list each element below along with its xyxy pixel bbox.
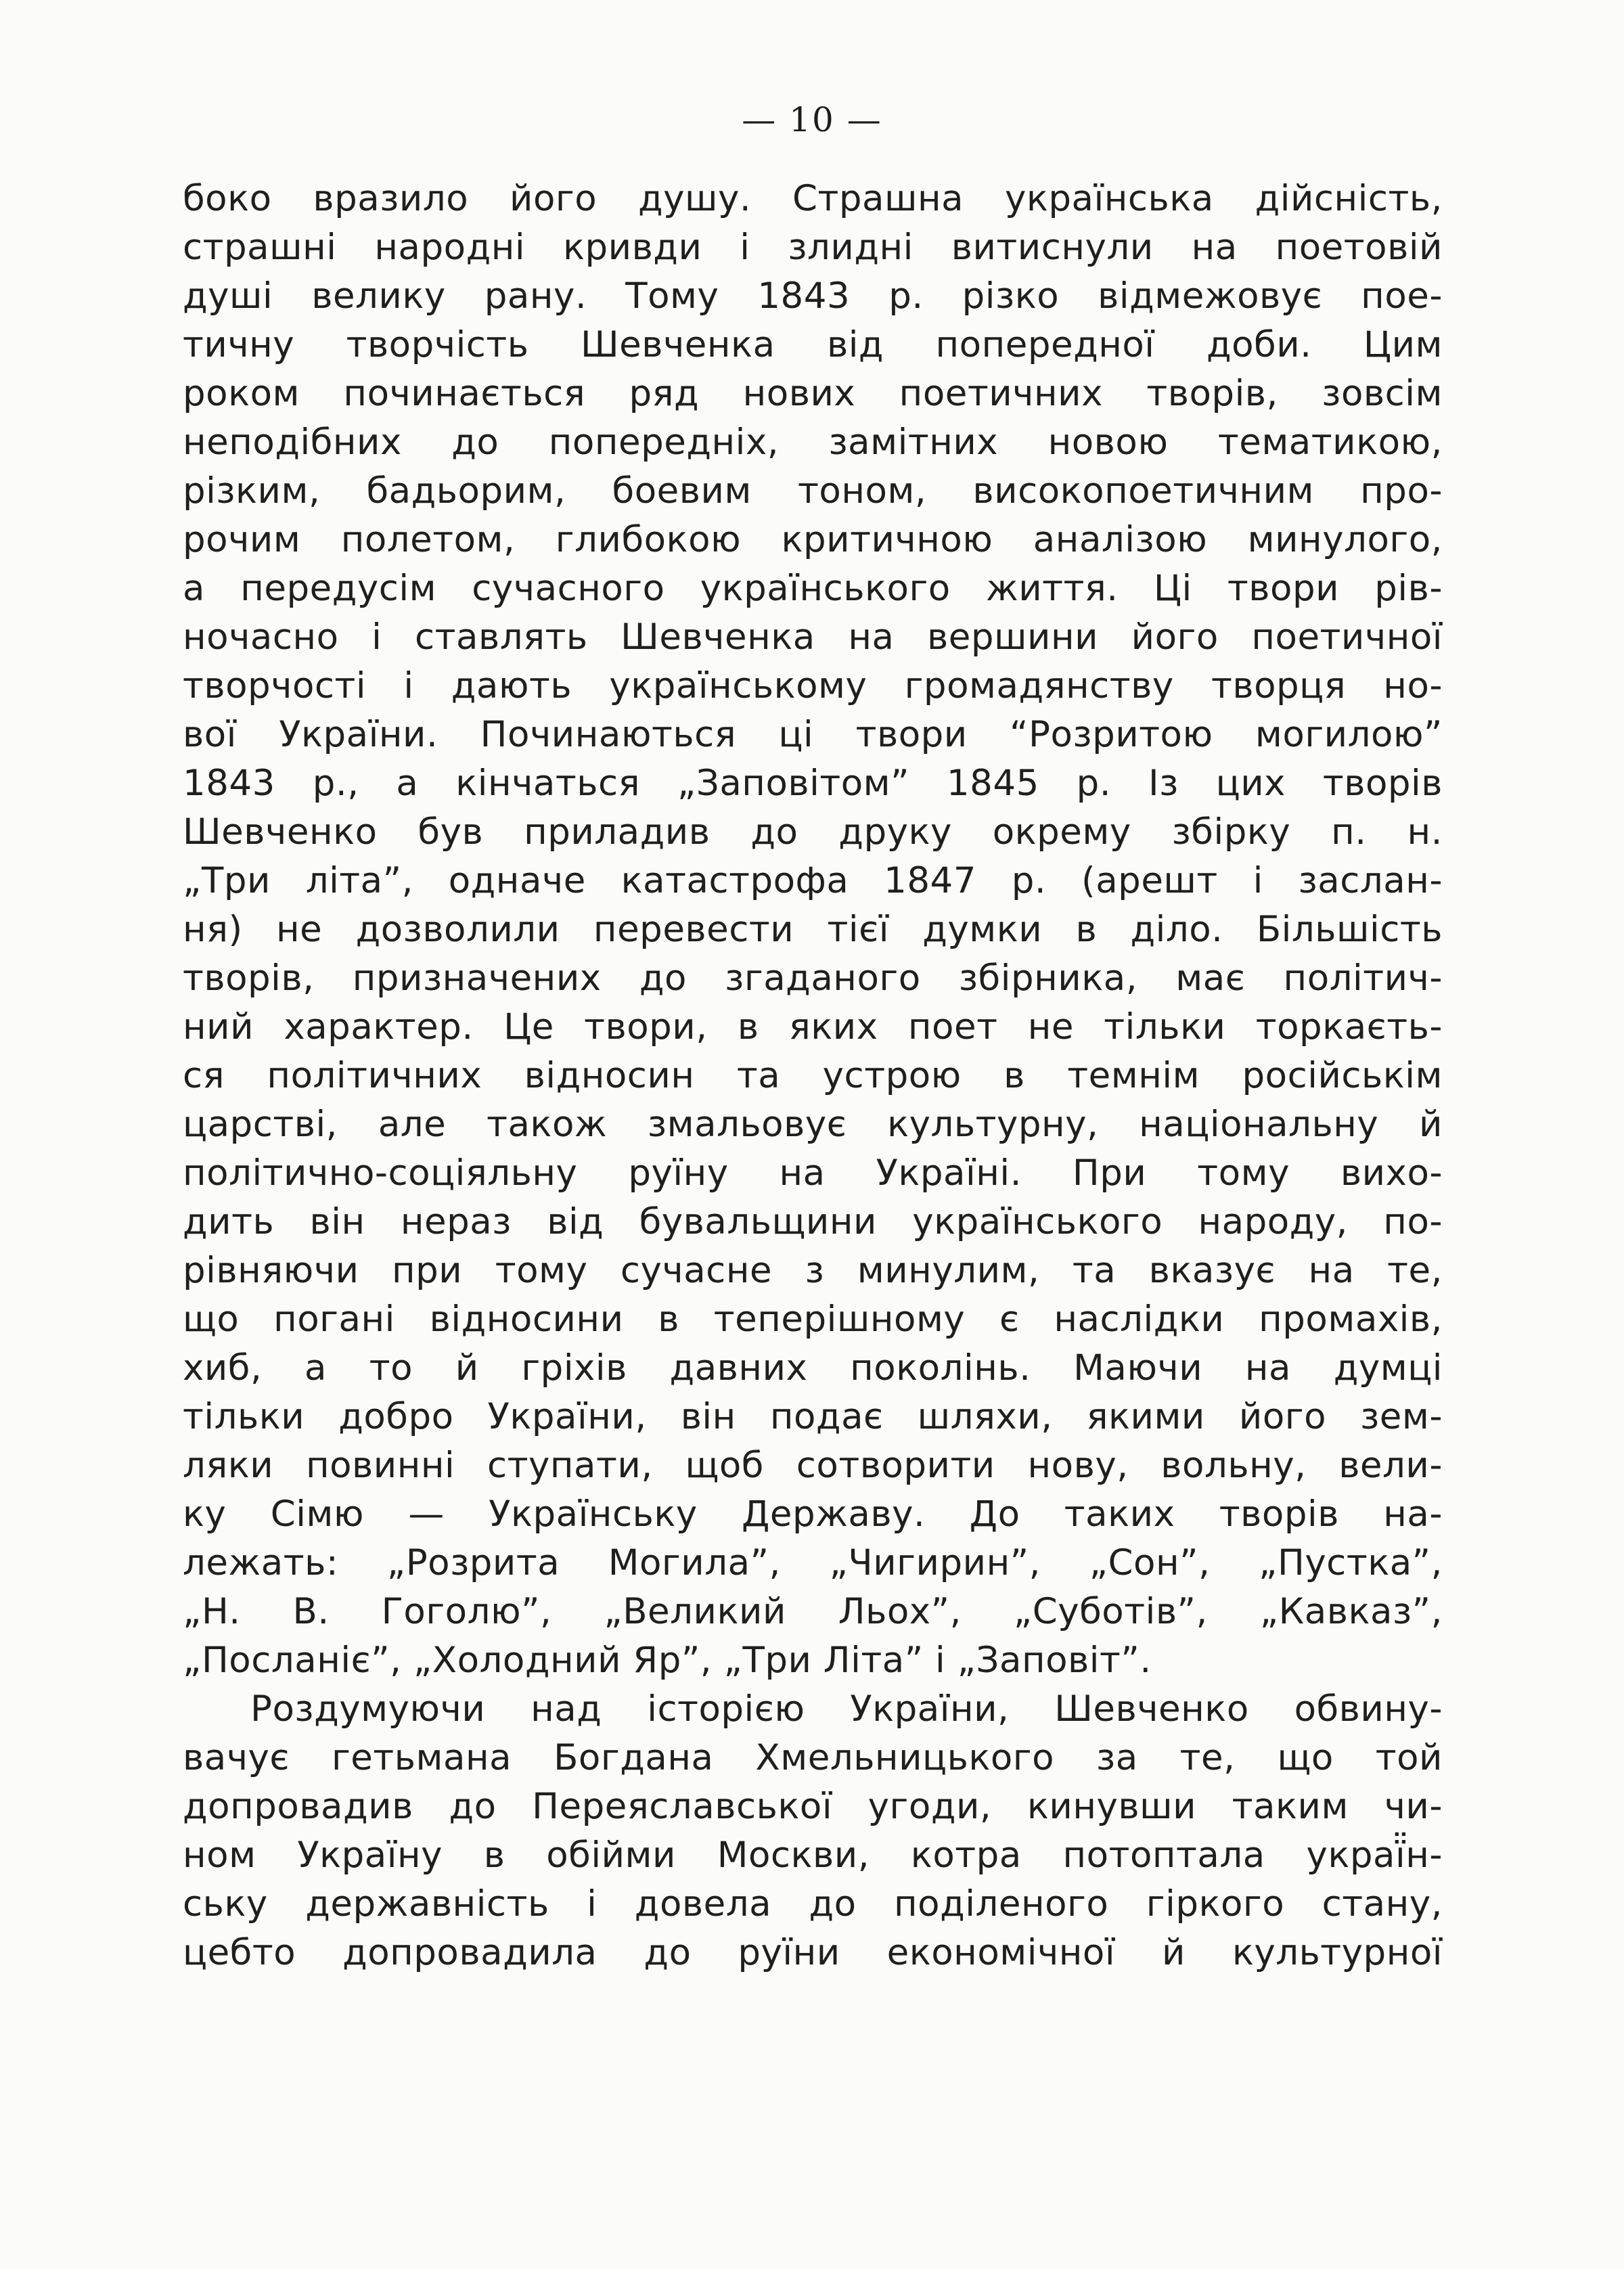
- text-line: творчості і дають українському громадянству творця но-: [183, 665, 1443, 706]
- text-line: ний характер. Це твори, в яких поет не тільки торкаєть-: [183, 1006, 1443, 1048]
- text-line: рівняючи при тому сучасне з минулим, та вказує на те,: [183, 1250, 1443, 1291]
- text-line: ся політичних відносин та устрою в темнім російськім: [183, 1055, 1443, 1096]
- text-line: Шевченко був приладив до друку окрему збірку п. н.: [183, 811, 1443, 853]
- page-number: — 10 —: [742, 100, 882, 139]
- text-line: цебто допровадила до руїни економічної й культурної: [183, 1932, 1443, 1973]
- text-line: різким, бадьорим, боевим тоном, високопоетичним про-: [183, 470, 1443, 512]
- text-line: політично-соціяльну руїну на Україні. При тому вихо-: [183, 1152, 1443, 1194]
- body-text: [183, 175, 1443, 1977]
- text-line: ську державність і довела до поділеного гіркого стану,: [183, 1883, 1443, 1925]
- text-line: допровадив до Переяславської угоди, кинувши таким чи-: [183, 1786, 1443, 1827]
- text-line: „Три літа”, одначе катастрофа 1847 р. (арешт і заслан-: [183, 860, 1443, 901]
- text-line: тільки добро України, він подає шляхи, якими його зем-: [183, 1396, 1443, 1437]
- text-line: творів, призначених до згаданого збірника, має політич-: [183, 958, 1443, 999]
- text-line: що погані відносини в теперішному є наслідки промахів,: [183, 1299, 1443, 1340]
- paragraph: [183, 1685, 1443, 1977]
- text-line: „Посланіє”, „Холодний Яр”, „Три Літа” і „Заповіт”.: [183, 1640, 1152, 1681]
- text-line: 1843 р., а кінчаться „Заповітом” 1845 р. Із цих творів: [183, 763, 1443, 804]
- text-line: ночасно і ставлять Шевченка на вершини його поетичної: [183, 616, 1443, 658]
- text-line: дить він нераз від бувальщини українського народу, по-: [183, 1201, 1443, 1242]
- text-line: „Н. В. Гоголю”, „Великий Льох”, „Суботів”, „Кавказ”,: [183, 1591, 1443, 1632]
- text-line: боко вразило його душу. Страшна українська дійсність,: [183, 178, 1443, 219]
- text-line: ня) не дозволили перевести тієї думки в діло. Більшість: [183, 909, 1443, 950]
- text-line: душі велику рану. Тому 1843 р. різко відмежовує пое-: [183, 275, 1443, 317]
- text-line: Роздумуючи над історією України, Шевченко обвину-: [250, 1688, 1443, 1730]
- text-line: а передусім сучасного українського життя. Ці твори рів-: [183, 568, 1443, 609]
- text-line: ном Україну в обійми Москви, котра потоптала украї̈н-: [183, 1835, 1443, 1876]
- text-line: ку Сімю — Українську Державу. До таких творів на-: [183, 1493, 1443, 1535]
- text-line: страшні народні кривди і злидні витиснули на поетовій: [183, 227, 1443, 268]
- text-line: хиб, а то й гріхів давних поколінь. Маючи на думці: [183, 1347, 1443, 1389]
- text-line: лежать: „Розрита Могила”, „Чигирин”, „Сон”, „Пустка”,: [183, 1542, 1443, 1583]
- text-line: роком починається ряд нових поетичних творів, зовсім: [183, 373, 1443, 414]
- text-line: вачує гетьмана Богдана Хмельницького за те, що той: [183, 1737, 1443, 1778]
- text-line: царстві, але також змальовує культурну, національну й: [183, 1104, 1443, 1145]
- text-line: неподібних до попередніх, замітних новою тематикою,: [183, 422, 1443, 463]
- text-line: ляки повинні ступати, щоб сотворити нову, вольну, вели-: [183, 1445, 1443, 1486]
- text-line: рочим полетом, глибокою критичною аналізою минулого,: [183, 519, 1443, 560]
- text-line: тичну творчість Шевченка від попередної доби. Цим: [183, 324, 1443, 365]
- text-line: вої України. Починаються ці твори “Розритою могилою”: [183, 714, 1443, 755]
- paragraph: [183, 175, 1443, 1685]
